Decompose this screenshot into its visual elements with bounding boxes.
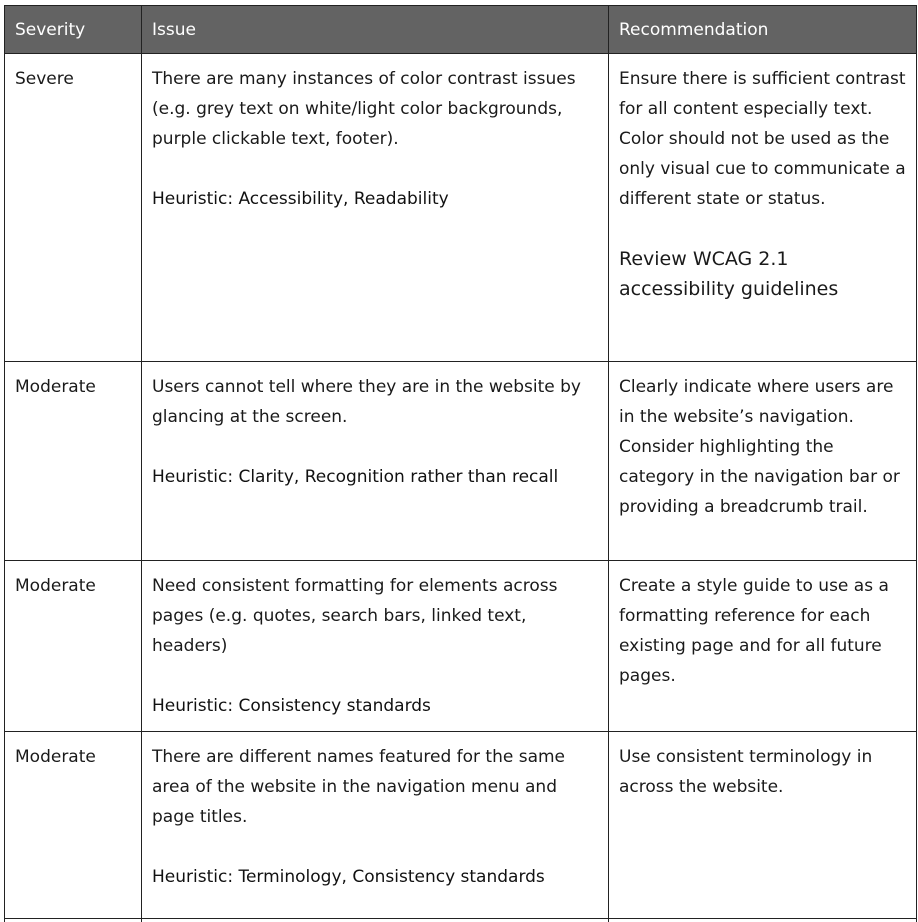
- heuristic-text: Heuristic: Terminology, Consistency standards: [152, 867, 545, 887]
- issue-cell: [142, 561, 609, 731]
- table-header-row: [5, 6, 917, 54]
- recommendation-cell: [609, 732, 917, 918]
- recommendation-text: Ensure there is sufficient contrast for all content especially text. Color should not be used as the only visual cue to communicate a different state or status.: [619, 69, 906, 209]
- findings-table: [4, 5, 917, 919]
- recommendation-text: Create a style guide to use as a formatting reference for each existing page and for all future pages.: [619, 576, 889, 686]
- header-recommendation: Recommendation: [609, 6, 917, 53]
- recommendation-text: Use consistent terminology in across the website.: [619, 747, 873, 797]
- recommendation-text: Clearly indicate where users are in the website’s navigation. Consider highlighting the category in the navigation bar or providing a breadcrumb trail.: [619, 377, 900, 517]
- issue-cell: [142, 362, 609, 560]
- recommendation-cell: [609, 561, 917, 731]
- heuristic-text: Heuristic: Accessibility, Readability: [152, 189, 449, 209]
- header-severity: Severity: [5, 6, 142, 53]
- issue-text: There are many instances of color contrast issues (e.g. grey text on white/light color backgrounds, purple clickable text, footer).: [152, 69, 576, 149]
- table-row: [5, 362, 917, 561]
- table-row: [5, 561, 917, 732]
- issue-text: Need consistent formatting for elements across pages (e.g. quotes, search bars, linked text, headers): [152, 576, 558, 656]
- table-row: [5, 732, 917, 919]
- next-row-fragment: [4, 912, 917, 922]
- recommendation-extra-text: Review WCAG 2.1 accessibility guidelines: [619, 248, 839, 300]
- recommendation-cell: [609, 362, 917, 560]
- severity-cell: Moderate: [5, 561, 142, 731]
- next-row-severity-cell: [5, 912, 142, 922]
- severity-cell: Moderate: [5, 732, 142, 918]
- severity-cell: Severe: [5, 54, 142, 361]
- table-row: [5, 54, 917, 362]
- heuristic-text: Heuristic: Consistency standards: [152, 696, 431, 716]
- issue-cell: [142, 54, 609, 361]
- next-row-issue-cell: [142, 912, 609, 922]
- header-issue: Issue: [142, 6, 609, 53]
- issue-text: There are different names featured for the same area of the website in the navigation menu and page titles.: [152, 747, 566, 827]
- next-row-recommendation-cell: [609, 912, 917, 922]
- issue-text: Users cannot tell where they are in the website by glancing at the screen.: [152, 377, 581, 427]
- severity-cell: Moderate: [5, 362, 142, 560]
- issue-cell: [142, 732, 609, 918]
- recommendation-cell: [609, 54, 917, 361]
- heuristic-text: Heuristic: Clarity, Recognition rather than recall: [152, 467, 559, 487]
